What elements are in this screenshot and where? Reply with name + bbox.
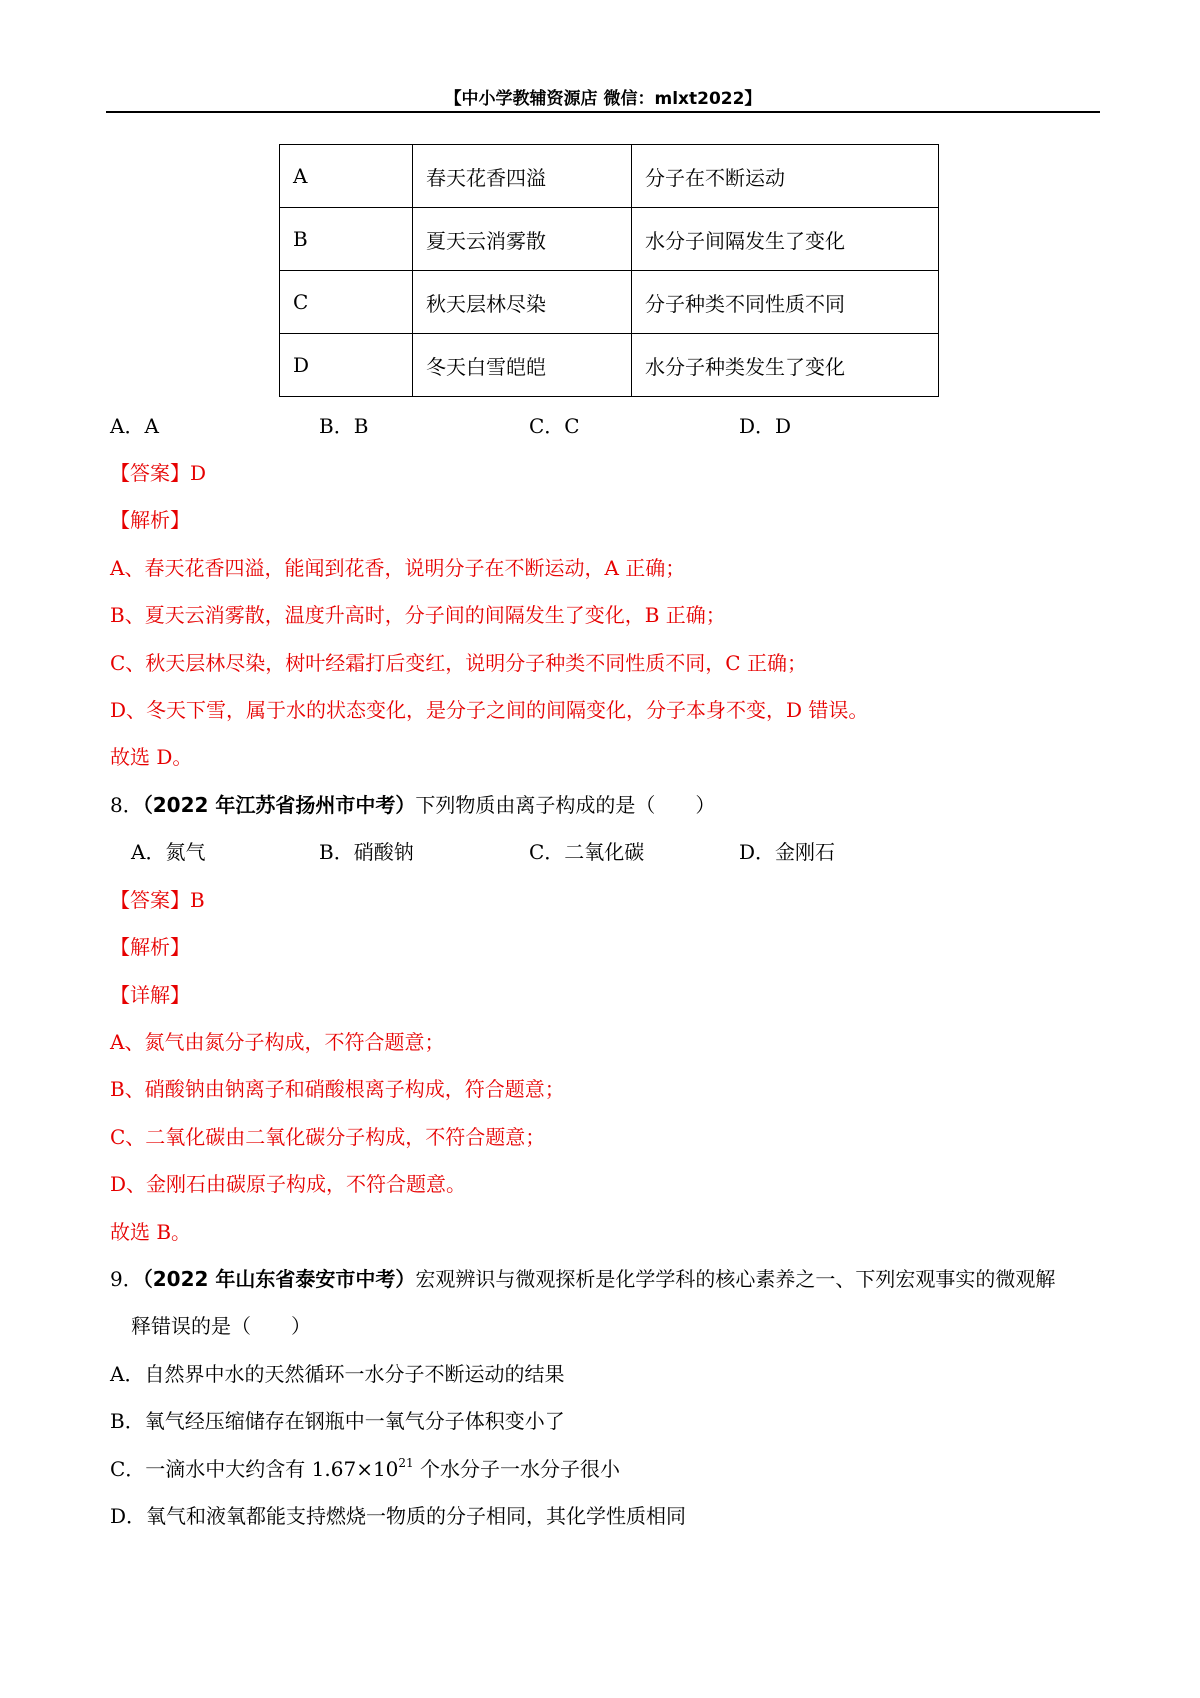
q7-option-d: D．D bbox=[739, 414, 792, 438]
q8-detail-title: 【详解】 bbox=[110, 983, 190, 1007]
q9-stem-continued: 释错误的是（ ） bbox=[131, 1314, 311, 1338]
table-row bbox=[280, 334, 939, 397]
table-row bbox=[280, 145, 939, 208]
q8-analysis-title: 【解析】 bbox=[110, 935, 190, 959]
q9-number: 9． bbox=[110, 1267, 143, 1291]
table-cell: 冬天白雪皑皑 bbox=[413, 334, 632, 397]
q7-conclusion: 故选 D。 bbox=[110, 745, 193, 769]
q8-stem: 下列物质由离子构成的是（ ） bbox=[415, 793, 716, 817]
table-cell: B bbox=[280, 208, 413, 271]
table-cell: C bbox=[280, 271, 413, 334]
q8-detail-line: A、氮气由氮分子构成，不符合题意； bbox=[110, 1030, 445, 1054]
table-cell: D bbox=[280, 334, 413, 397]
table-cell: 水分子种类发生了变化 bbox=[632, 334, 939, 397]
q9-option-a: A．自然界中水的天然循环一水分子不断运动的结果 bbox=[110, 1362, 565, 1386]
q8-detail-line: D、金刚石由碳原子构成，不符合题意。 bbox=[110, 1172, 467, 1196]
table-cell: 夏天云消雾散 bbox=[413, 208, 632, 271]
q8-option-b: B．硝酸钠 bbox=[319, 840, 414, 864]
q7-option-a: A．A bbox=[110, 414, 159, 438]
q7-option-b: B．B bbox=[319, 414, 369, 438]
q8-number: 8． bbox=[110, 793, 143, 817]
q8-source: （2022 年江苏省扬州市中考） bbox=[142, 793, 416, 817]
page-header: 【中小学教辅资源店 微信：mlxt2022】 bbox=[444, 89, 762, 109]
q9-option-b: B．氧气经压缩储存在钢瓶中一氧气分子体积变小了 bbox=[110, 1409, 565, 1433]
q8-option-d: D．金刚石 bbox=[739, 840, 836, 864]
q9-option-d: D．氧气和液氧都能支持燃烧一物质的分子相同，其化学性质相同 bbox=[110, 1504, 687, 1528]
q7-analysis-line: D、冬天下雪，属于水的状态变化，是分子之间的间隔变化，分子本身不变，D 错误。 bbox=[110, 698, 869, 722]
header-divider bbox=[106, 111, 1100, 113]
table-cell: 春天花香四溢 bbox=[413, 145, 632, 208]
q8-detail-line: B、硝酸钠由钠离子和硝酸根离子构成，符合题意； bbox=[110, 1077, 565, 1101]
question-7-table bbox=[279, 144, 939, 397]
q9-source: （2022 年山东省泰安市中考） bbox=[142, 1267, 416, 1291]
q9-stem: 宏观辨识与微观探析是化学学科的核心素养之一、下列宏观事实的微观解 bbox=[415, 1267, 1056, 1291]
q7-option-c: C．C bbox=[529, 414, 580, 438]
q7-analysis-line: A、春天花香四溢，能闻到花香，说明分子在不断运动，A 正确； bbox=[110, 556, 686, 580]
q7-analysis-line: B、夏天云消雾散，温度升高时，分子间的间隔发生了变化，B 正确； bbox=[110, 603, 726, 627]
table-cell: 分子在不断运动 bbox=[632, 145, 939, 208]
q8-question bbox=[110, 793, 715, 817]
q7-answer: 【答案】D bbox=[110, 461, 207, 485]
table-cell: 水分子间隔发生了变化 bbox=[632, 208, 939, 271]
q8-detail-line: C、二氧化碳由二氧化碳分子构成，不符合题意； bbox=[110, 1125, 546, 1149]
q9-option-c bbox=[110, 1457, 620, 1481]
table-cell: 秋天层林尽染 bbox=[413, 271, 632, 334]
table-row bbox=[280, 208, 939, 271]
q9-option-c-exponent: 21 bbox=[398, 1456, 414, 1470]
q8-option-a: A．氮气 bbox=[131, 840, 206, 864]
q8-option-c: C．二氧化碳 bbox=[529, 840, 645, 864]
q7-analysis-line: C、秋天层林尽染，树叶经霜打后变红，说明分子种类不同性质不同，C 正确； bbox=[110, 651, 807, 675]
table-cell: 分子种类不同性质不同 bbox=[632, 271, 939, 334]
q8-answer: 【答案】B bbox=[110, 888, 205, 912]
q9-option-c-prefix: C．一滴水中大约含有 1.67×10 bbox=[110, 1457, 399, 1481]
table-row bbox=[280, 271, 939, 334]
q8-conclusion: 故选 B。 bbox=[110, 1220, 192, 1244]
table-cell: A bbox=[280, 145, 413, 208]
q7-analysis-title: 【解析】 bbox=[110, 508, 190, 532]
q9-option-c-suffix: 个水分子一水分子很小 bbox=[413, 1457, 621, 1481]
q9-question bbox=[110, 1267, 1055, 1291]
